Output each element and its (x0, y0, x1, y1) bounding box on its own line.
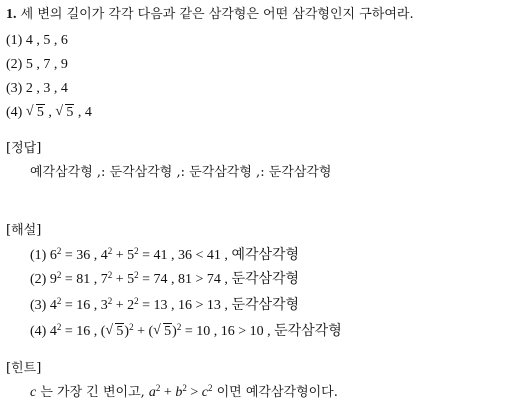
question-item-1 (6, 32, 68, 50)
item-value: 2 , 3 , 4 (25, 81, 68, 96)
item-label: (1) (6, 33, 23, 48)
hint-header: [힌트] (6, 361, 42, 376)
item-label: (4) (6, 105, 23, 120)
result-label: 둔각삼각형 (231, 297, 300, 313)
sqrt-a: √ 5 (26, 104, 45, 122)
question-item-2 (6, 56, 68, 74)
answer-text: 예각삼각형 ,: 둔각삼각형 ,: 둔각삼각형 ,: 둔각삼각형 (30, 165, 332, 180)
result-label: 둔각삼각형 (231, 271, 300, 287)
result-label: 둔각삼각형 (274, 323, 342, 339)
explanation-line-3: (3) $4^2 = 16$ , $3^2 + 2^2 = 13$ , 16 > 13 , 둔각삼각형 (30, 296, 300, 313)
explanation-line-4: (4) $4^2 = 16$ , (√ 5)$^2$ + (√ 5)$^2$ = 10 , 16 > 10 , 둔각삼각형 (30, 322, 342, 341)
explanation-line-2: (2) $9^2 = 81$ , $7^2 + 5^2 = 74$ , 81 > 74 , 둔각삼각형 (30, 270, 300, 287)
question-item-4: (4) √ 5 , √ 5 , 4 (6, 104, 92, 122)
question-item-3 (6, 80, 68, 98)
question-text: 세 변의 길이가 각각 다음과 같은 삼각형은 어떤 삼각형인지 구하여라. (20, 7, 414, 22)
item-value: 4 (84, 105, 92, 120)
answer-header: [정답] (6, 141, 42, 156)
hint-text: c 는 가장 긴 변이고, $a^2 + b^2 > c^2$ 이면 예각삼각형이다. (30, 383, 338, 400)
item-label: (2) (6, 57, 23, 72)
sqrt-b: √ 5 (55, 104, 74, 122)
question-number: 1. (6, 7, 17, 22)
question-line (6, 6, 414, 24)
item-value: 4 , 5 , 6 (25, 33, 68, 48)
result-label: 예각삼각형 (231, 247, 300, 263)
item-label: (3) (6, 81, 23, 96)
explanation-header: [해설] (6, 223, 42, 238)
explanation-line-1: (1) $6^2 = 36$ , $4^2 + 5^2 = 41$ , 36 < 41 , 예각삼각형 (30, 246, 300, 263)
item-value: 5 , 7 , 9 (25, 57, 68, 72)
